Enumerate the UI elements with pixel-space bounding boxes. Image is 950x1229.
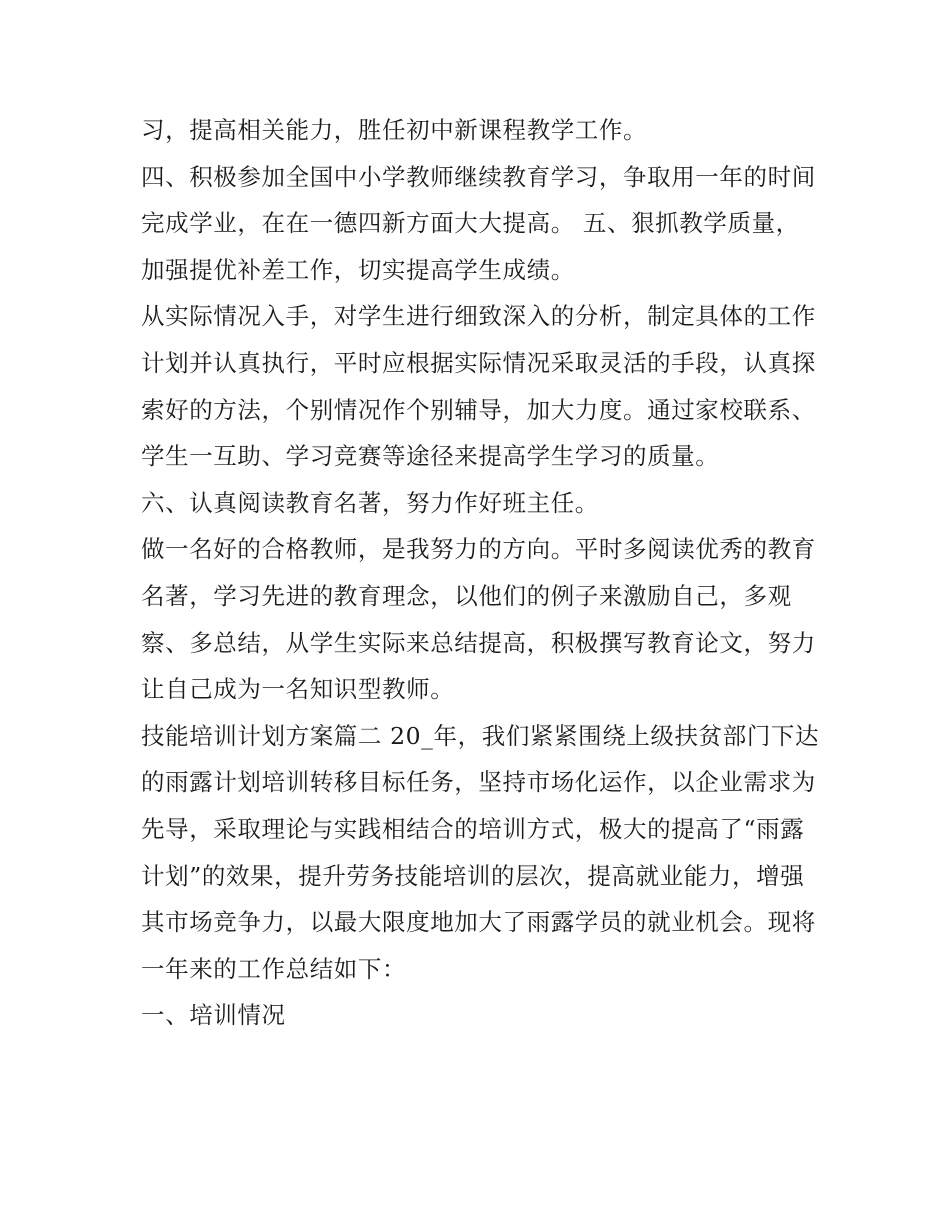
paragraph-4: 六、认真阅读教育名著，努力作好班主任。 (141, 488, 599, 517)
paragraph-2: 四、积极参加全国中小学教师继续教育学习，争取用一年的时间完成学业，在在一德四新方面大大提高。 五、狠抓教学质量，加强提优补差工作，切实提高学生成绩。 (141, 162, 816, 284)
paragraph-1: 习，提高相关能力，胜任初中新课程教学工作。 (141, 116, 648, 144)
paragraph-6: 技能培训计划方案篇二 20_年，我们紧紧围绕上级扶贫部门下达的雨露计划培训转移目标任务，坚持市场化运作，以企业需求为先导，采取理论与实践相结合的培训方式，极大的提高了“雨露计划”的效果，提升劳务技能培训的层次，提高就业能力，增强其市场竞争力，以最大限度地加大了雨露学员的就业机会。现将一年来的工作总结如下： (141, 721, 820, 983)
document-body (141, 107, 821, 1039)
paragraph-3: 从实际情况入手，对学生进行细致深入的分析，制定具体的工作计划并认真执行，平时应根据实际情况采取灵活的手段，认真探索好的方法，个别情况作个别辅导，加大力度。通过家校联系、学生一互助、学习竞赛等途径来提高学生学习的质量。 (141, 302, 816, 471)
paragraph-5: 做一名好的合格教师，是我努力的方向。平时多阅读优秀的教育名著，学习先进的教育理念，以他们的例子来激励自己，多观察、多总结，从学生实际来总结提高，积极撰写教育论文，努力让自己成为一名知识型教师。 (141, 535, 816, 704)
paragraph-7: 一、培训情况 (141, 1001, 286, 1030)
